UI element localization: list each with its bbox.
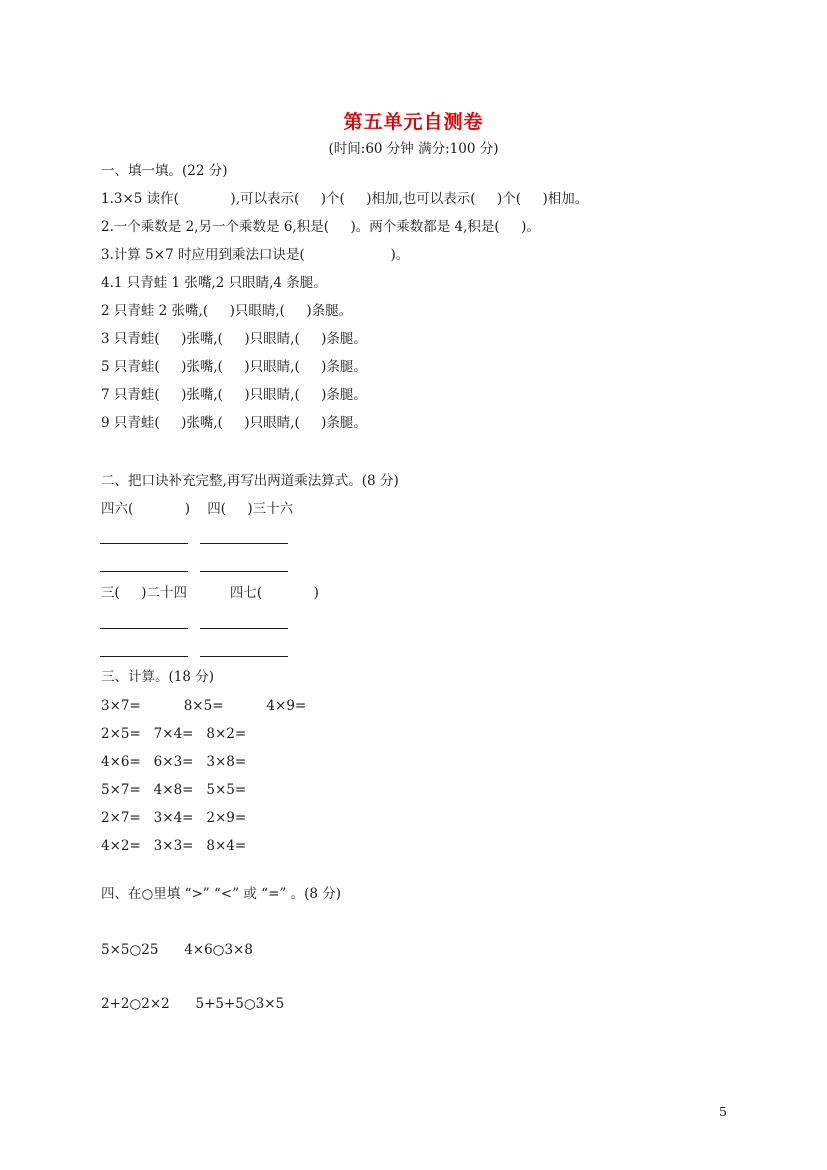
answer-blank-line — [200, 628, 288, 629]
question-1: 1.3×5 读作( ),可以表示( )个( )相加,也可以表示( )个( )相加。 — [101, 191, 589, 207]
calc-row: 5×7= 4×8= 5×5= — [101, 782, 247, 798]
rhyme-row-2: 三( )二十四 四七( ) — [101, 585, 319, 601]
section1-heading: 一、填一填。(22 分) — [101, 163, 228, 179]
question-4: 4.1 只青蛙 1 张嘴,2 只眼睛,4 条腿。 — [101, 275, 327, 291]
compare-row-2: 2+2○2×2 5+5+5○3×5 — [101, 996, 285, 1012]
answer-blank-line — [100, 571, 188, 572]
section2-heading: 二、把口诀补充完整,再写出两道乘法算式。(8 分) — [101, 473, 399, 489]
page-number: 5 — [719, 1104, 727, 1119]
question-3: 3.计算 5×7 时应用到乘法口诀是( )。 — [101, 247, 410, 263]
calc-row: 2×5= 7×4= 8×2= — [101, 726, 247, 742]
calc-row: 4×6= 6×3= 3×8= — [101, 754, 247, 770]
answer-blank-line — [200, 543, 288, 544]
calc-row: 3×7= 8×5= 4×9= — [101, 698, 307, 714]
page-subtitle: (时间:60 分钟 满分:100 分) — [328, 141, 499, 157]
question-4-row: 3 只青蛙( )张嘴,( )只眼睛,( )条腿。 — [101, 331, 367, 347]
page-title: 第五单元自测卷 — [343, 111, 484, 133]
compare-row-1: 5×5○25 4×6○3×8 — [101, 942, 253, 958]
section4-heading: 四、在○里填 “>” “<” 或 “=” 。(8 分) — [101, 886, 341, 902]
answer-blank-line — [100, 543, 188, 544]
question-4-row: 2 只青蛙 2 张嘴,( )只眼睛,( )条腿。 — [101, 303, 353, 319]
question-4-row: 5 只青蛙( )张嘴,( )只眼睛,( )条腿。 — [101, 359, 367, 375]
answer-blank-line — [100, 656, 188, 657]
answer-blank-line — [200, 571, 288, 572]
question-4-row: 7 只青蛙( )张嘴,( )只眼睛,( )条腿。 — [101, 387, 367, 403]
section3-heading: 三、计算。(18 分) — [101, 669, 215, 685]
question-2: 2.一个乘数是 2,另一个乘数是 6,积是( )。两个乘数都是 4,积是( )。 — [101, 219, 540, 235]
answer-blank-line — [100, 628, 188, 629]
calc-row: 2×7= 3×4= 2×9= — [101, 810, 247, 826]
calc-row: 4×2= 3×3= 8×4= — [101, 838, 247, 854]
answer-blank-line — [200, 656, 288, 657]
rhyme-row-1: 四六( ) 四( )三十六 — [101, 501, 294, 517]
question-4-row: 9 只青蛙( )张嘴,( )只眼睛,( )条腿。 — [101, 415, 367, 431]
